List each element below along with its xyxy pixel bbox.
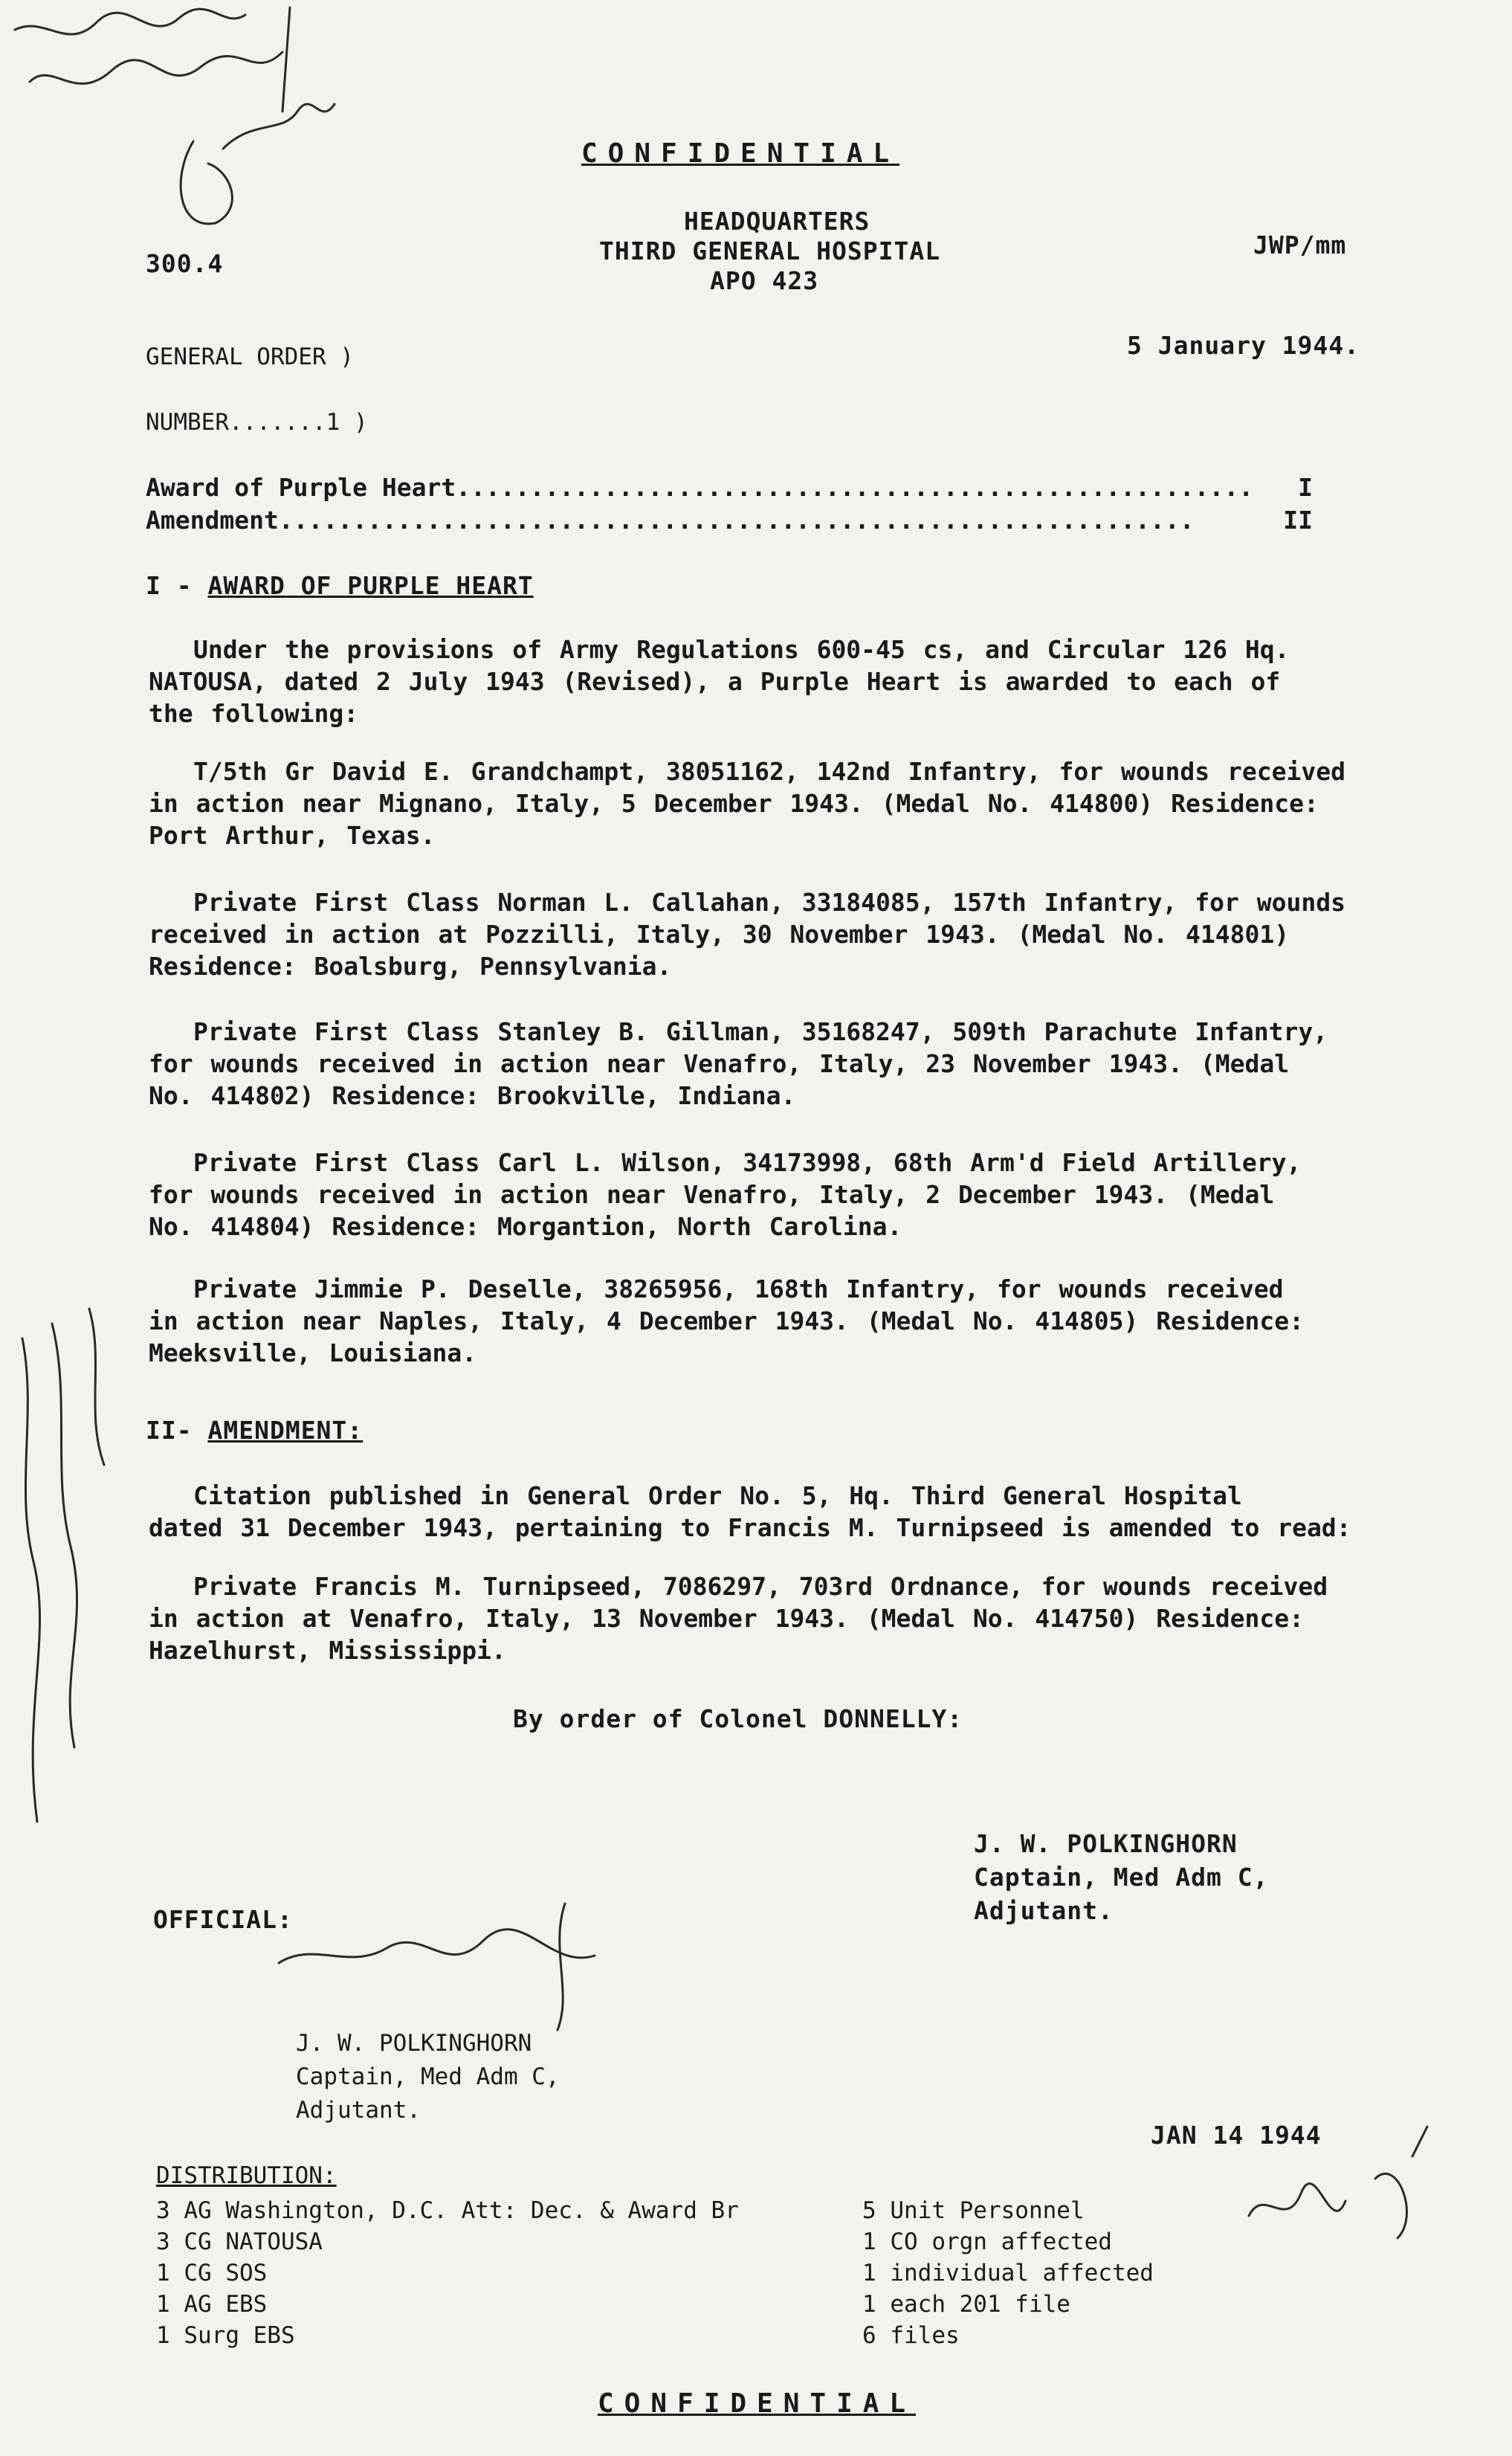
org-line-2: THIRD GENERAL HOSPITAL	[599, 236, 941, 265]
distribution-left-list	[156, 2195, 739, 2351]
award-grandchampt: T/5th Gr David E. Grandchampt, 38051162, 142nd Infantry, for wounds received in action near Mignano, Italy, 5 December 1943. (Medal No. 414800) Residence: Port Arthur, Texas.	[149, 757, 1345, 850]
section-1-intro: Under the provisions of Army Regulations 600-45 cs, and Circular 126 Hq. NATOUSA, dated 2 July 1943 (Revised), a Purple Heart is awarded to each of the following:	[149, 635, 1290, 728]
list-item: 5 Unit Personnel	[862, 2197, 1085, 2224]
by-order-line: By order of Colonel DONNELLY:	[513, 1704, 963, 1733]
list-item: 3 CG NATOUSA	[156, 2228, 323, 2255]
received-date-stamp: JAN 14 1944	[1151, 2121, 1322, 2150]
amendment-text: Private Francis M. Turnipseed, 7086297, 703rd Ordnance, for wounds received in action at Venafro, Italy, 13 November 1943. (Medal No. 414750) Residence: Hazelhurst, Mississippi.	[149, 1572, 1328, 1665]
contents-item-2: Amendment.............................................................. II	[146, 506, 1313, 535]
org-line-1: HEADQUARTERS	[684, 207, 870, 236]
confidential-footer: CONFIDENTIAL	[598, 2388, 917, 2419]
official-title: Adjutant.	[296, 2097, 421, 2124]
confidential-header: CONFIDENTIAL	[581, 138, 900, 169]
award-wilson: Private First Class Carl L. Wilson, 34173998, 68th Arm'd Field Artillery, for wounds received in action near Venafro, Italy, 2 December 1943. (Medal No. 414804) Residence: Morgantion, North Carolina.	[149, 1148, 1302, 1241]
official-rank: Captain, Med Adm C,	[296, 2063, 560, 2090]
org-line-3: APO 423	[710, 266, 819, 295]
list-item: 1 Surg EBS	[156, 2322, 295, 2349]
general-order-label: GENERAL ORDER )	[146, 344, 354, 370]
list-item: 1 individual affected	[862, 2260, 1154, 2286]
distribution-heading: DISTRIBUTION:	[156, 2162, 337, 2189]
signer-title: Adjutant.	[974, 1896, 1114, 1925]
official-name: J. W. POLKINGHORN	[296, 2030, 532, 2057]
order-date: 5 January 1944.	[1127, 331, 1360, 360]
award-deselle: Private Jimmie P. Deselle, 38265956, 168th Infantry, for wounds received in action near Naples, Italy, 4 December 1943. (Medal No. 414805) Residence: Meeksville, Louisiana.	[149, 1274, 1304, 1367]
award-gillman: Private First Class Stanley B. Gillman, 35168247, 509th Parachute Infantry, for wounds received in action near Venafro, Italy, 23 November 1943. (Medal No. 414802) Residence: Brookville, Indiana.	[149, 1017, 1328, 1110]
distribution-right-list	[862, 2195, 1154, 2351]
file-number: 300.4	[146, 249, 224, 278]
signer-rank: Captain, Med Adm C,	[974, 1863, 1269, 1892]
section-1-heading: I - AWARD OF PURPLE HEART	[146, 571, 534, 600]
contents-item-1: Award of Purple Heart...................................................... I	[146, 473, 1313, 502]
list-item: 1 each 201 file	[862, 2291, 1070, 2318]
amendment-citation: Citation published in General Order No. 5, Hq. Third General Hospital dated 31 December 1943, pertaining to Francis M. Turnipseed is amended to read:	[149, 1481, 1351, 1542]
list-item: 3 AG Washington, D.C. Att: Dec. & Award Br	[156, 2197, 739, 2224]
list-item: 1 CO orgn affected	[862, 2228, 1112, 2255]
award-callahan: Private First Class Norman L. Callahan, 33184085, 157th Infantry, for wounds received in action at Pozzilli, Italy, 30 November 1943. (Medal No. 414801) Residence: Boalsburg, Pennsylvania.	[149, 888, 1345, 981]
official-label: OFFICIAL:	[153, 1905, 293, 1934]
list-item: 6 files	[862, 2322, 960, 2349]
list-item: 1 AG EBS	[156, 2291, 268, 2318]
reference-code: JWP/mm	[1253, 231, 1347, 260]
section-2-heading: II- AMENDMENT:	[146, 1416, 364, 1445]
list-item: 1 CG SOS	[156, 2260, 268, 2286]
signer-name: J. W. POLKINGHORN	[974, 1829, 1238, 1858]
order-number: NUMBER.......1 )	[146, 409, 368, 436]
